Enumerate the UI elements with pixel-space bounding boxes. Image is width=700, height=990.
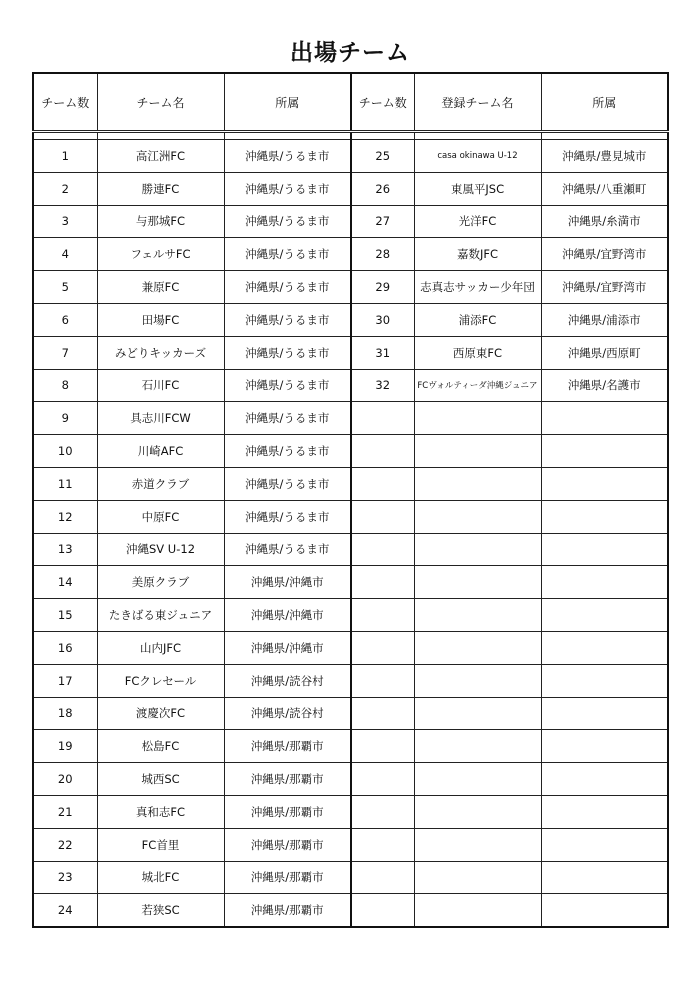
team-affiliation-cell: 沖縄県/読谷村 <box>224 697 351 730</box>
team-affiliation-cell: 沖縄県/那覇市 <box>224 763 351 796</box>
team-affiliation-cell <box>541 828 668 861</box>
team-name-cell: 勝連FC <box>97 172 224 205</box>
header-team-count-left: チーム数 <box>33 73 97 132</box>
team-affiliation-cell: 沖縄県/豊見城市 <box>541 140 668 173</box>
team-name-cell: 東風平JSC <box>414 172 541 205</box>
team-name-cell <box>414 467 541 500</box>
team-name-cell: FCヴォルティーダ沖縄ジュニア <box>414 369 541 402</box>
team-number-cell <box>351 861 414 894</box>
table-row <box>33 303 668 336</box>
team-name-cell: 城西SC <box>97 763 224 796</box>
team-name-cell: 美原クラブ <box>97 566 224 599</box>
team-affiliation-cell: 沖縄県/うるま市 <box>224 271 351 304</box>
team-number-cell <box>351 435 414 468</box>
spacer-cell <box>224 132 351 140</box>
team-name-cell: 田場FC <box>97 303 224 336</box>
header-affiliation-left: 所属 <box>224 73 351 132</box>
team-name-cell: 松島FC <box>97 730 224 763</box>
team-number-cell <box>351 795 414 828</box>
team-number-cell: 26 <box>351 172 414 205</box>
team-name-cell: 浦添FC <box>414 303 541 336</box>
table-row <box>33 566 668 599</box>
team-affiliation-cell: 沖縄県/うるま市 <box>224 533 351 566</box>
team-affiliation-cell: 沖縄県/宜野湾市 <box>541 271 668 304</box>
team-name-cell <box>414 631 541 664</box>
table-row <box>33 140 668 173</box>
team-number-cell: 6 <box>33 303 97 336</box>
team-name-cell <box>414 664 541 697</box>
team-name-cell: FC首里 <box>97 828 224 861</box>
spacer-cell <box>97 132 224 140</box>
spacer-cell <box>414 132 541 140</box>
team-name-cell: 真和志FC <box>97 795 224 828</box>
table-row <box>33 697 668 730</box>
team-affiliation-cell <box>541 631 668 664</box>
team-affiliation-cell: 沖縄県/宜野湾市 <box>541 238 668 271</box>
team-affiliation-cell <box>541 795 668 828</box>
team-affiliation-cell <box>541 664 668 697</box>
table-row <box>33 763 668 796</box>
table-header-row <box>33 73 668 132</box>
team-name-cell: 赤道クラブ <box>97 467 224 500</box>
team-number-cell: 28 <box>351 238 414 271</box>
team-number-cell: 2 <box>33 172 97 205</box>
team-number-cell: 4 <box>33 238 97 271</box>
team-number-cell <box>351 894 414 927</box>
table-row <box>33 730 668 763</box>
team-name-cell: 若狭SC <box>97 894 224 927</box>
team-number-cell <box>351 500 414 533</box>
team-name-cell: FCクレセール <box>97 664 224 697</box>
team-name-cell <box>414 795 541 828</box>
team-affiliation-cell: 沖縄県/沖縄市 <box>224 599 351 632</box>
header-affiliation-right: 所属 <box>541 73 668 132</box>
team-affiliation-cell <box>541 894 668 927</box>
team-number-cell: 15 <box>33 599 97 632</box>
team-affiliation-cell: 沖縄県/那覇市 <box>224 795 351 828</box>
team-number-cell <box>351 763 414 796</box>
table-row <box>33 795 668 828</box>
team-name-cell: 中原FC <box>97 500 224 533</box>
team-number-cell: 30 <box>351 303 414 336</box>
team-name-cell <box>414 533 541 566</box>
team-number-cell: 5 <box>33 271 97 304</box>
table-row <box>33 894 668 927</box>
team-number-cell: 7 <box>33 336 97 369</box>
table-row <box>33 500 668 533</box>
team-name-cell: 兼原FC <box>97 271 224 304</box>
team-name-cell: 光洋FC <box>414 205 541 238</box>
team-affiliation-cell <box>541 435 668 468</box>
team-affiliation-cell <box>541 533 668 566</box>
team-number-cell: 9 <box>33 402 97 435</box>
table-row <box>33 172 668 205</box>
team-affiliation-cell: 沖縄県/うるま市 <box>224 303 351 336</box>
team-name-cell: 沖縄SV U-12 <box>97 533 224 566</box>
team-affiliation-cell: 沖縄県/うるま市 <box>224 500 351 533</box>
team-number-cell: 1 <box>33 140 97 173</box>
team-affiliation-cell: 沖縄県/うるま市 <box>224 172 351 205</box>
team-number-cell <box>351 566 414 599</box>
table-row <box>33 271 668 304</box>
team-affiliation-cell: 沖縄県/うるま市 <box>224 467 351 500</box>
header-spacer <box>33 132 668 140</box>
table-row <box>33 238 668 271</box>
team-name-cell: 志真志サッカー少年団 <box>414 271 541 304</box>
team-name-cell: たきばる東ジュニア <box>97 599 224 632</box>
team-name-cell: 山内JFC <box>97 631 224 664</box>
team-name-cell: 嘉数JFC <box>414 238 541 271</box>
team-name-cell <box>414 730 541 763</box>
table-row <box>33 435 668 468</box>
team-affiliation-cell: 沖縄県/うるま市 <box>224 336 351 369</box>
team-name-cell <box>414 763 541 796</box>
team-name-cell <box>414 566 541 599</box>
team-affiliation-cell <box>541 467 668 500</box>
team-number-cell: 13 <box>33 533 97 566</box>
header-team-name-right: 登録チーム名 <box>414 73 541 132</box>
team-name-cell: 西原東FC <box>414 336 541 369</box>
table-row <box>33 467 668 500</box>
team-name-cell <box>414 402 541 435</box>
team-number-cell: 22 <box>33 828 97 861</box>
team-affiliation-cell <box>541 566 668 599</box>
team-name-cell: みどりキッカーズ <box>97 336 224 369</box>
spacer-cell <box>33 132 97 140</box>
team-affiliation-cell: 沖縄県/沖縄市 <box>224 631 351 664</box>
header-team-count-right: チーム数 <box>351 73 414 132</box>
team-affiliation-cell: 沖縄県/うるま市 <box>224 205 351 238</box>
team-name-cell <box>414 828 541 861</box>
team-number-cell: 31 <box>351 336 414 369</box>
team-affiliation-cell: 沖縄県/うるま市 <box>224 238 351 271</box>
team-affiliation-cell: 沖縄県/うるま市 <box>224 435 351 468</box>
team-affiliation-cell: 沖縄県/八重瀬町 <box>541 172 668 205</box>
spacer-cell <box>541 132 668 140</box>
team-affiliation-cell: 沖縄県/西原町 <box>541 336 668 369</box>
team-affiliation-cell: 沖縄県/浦添市 <box>541 303 668 336</box>
team-number-cell: 14 <box>33 566 97 599</box>
team-name-cell: 川崎AFC <box>97 435 224 468</box>
team-name-cell: 城北FC <box>97 861 224 894</box>
team-name-cell <box>414 697 541 730</box>
team-affiliation-cell <box>541 697 668 730</box>
team-number-cell: 18 <box>33 697 97 730</box>
team-name-cell <box>414 435 541 468</box>
team-affiliation-cell <box>541 730 668 763</box>
spacer-cell <box>351 132 414 140</box>
team-affiliation-cell <box>541 763 668 796</box>
team-affiliation-cell: 沖縄県/うるま市 <box>224 369 351 402</box>
team-number-cell: 19 <box>33 730 97 763</box>
team-affiliation-cell: 沖縄県/沖縄市 <box>224 566 351 599</box>
table-row <box>33 631 668 664</box>
team-number-cell: 24 <box>33 894 97 927</box>
team-affiliation-cell: 沖縄県/うるま市 <box>224 140 351 173</box>
team-number-cell <box>351 467 414 500</box>
team-name-cell: 具志川FCW <box>97 402 224 435</box>
team-number-cell: 10 <box>33 435 97 468</box>
team-affiliation-cell: 沖縄県/読谷村 <box>224 664 351 697</box>
team-number-cell: 17 <box>33 664 97 697</box>
team-number-cell: 29 <box>351 271 414 304</box>
team-number-cell: 11 <box>33 467 97 500</box>
team-number-cell <box>351 402 414 435</box>
team-name-cell: 渡慶次FC <box>97 697 224 730</box>
team-affiliation-cell <box>541 500 668 533</box>
table-row <box>33 664 668 697</box>
table-row <box>33 336 668 369</box>
team-affiliation-cell: 沖縄県/糸満市 <box>541 205 668 238</box>
team-name-cell: フェルサFC <box>97 238 224 271</box>
team-affiliation-cell: 沖縄県/那覇市 <box>224 730 351 763</box>
team-affiliation-cell: 沖縄県/那覇市 <box>224 861 351 894</box>
team-affiliation-cell: 沖縄県/那覇市 <box>224 894 351 927</box>
team-number-cell <box>351 664 414 697</box>
table-row <box>33 599 668 632</box>
table-row <box>33 369 668 402</box>
team-name-cell <box>414 894 541 927</box>
team-number-cell <box>351 533 414 566</box>
team-name-cell: casa okinawa U-12 <box>414 140 541 173</box>
teams-table <box>32 72 669 928</box>
team-number-cell <box>351 828 414 861</box>
team-number-cell: 16 <box>33 631 97 664</box>
team-name-cell: 石川FC <box>97 369 224 402</box>
team-name-cell <box>414 599 541 632</box>
table-row <box>33 402 668 435</box>
team-affiliation-cell <box>541 861 668 894</box>
team-number-cell: 21 <box>33 795 97 828</box>
team-affiliation-cell: 沖縄県/うるま市 <box>224 402 351 435</box>
header-team-name-left: チーム名 <box>97 73 224 132</box>
team-name-cell <box>414 861 541 894</box>
table-row <box>33 861 668 894</box>
team-number-cell: 32 <box>351 369 414 402</box>
team-number-cell: 23 <box>33 861 97 894</box>
team-number-cell: 27 <box>351 205 414 238</box>
team-number-cell: 12 <box>33 500 97 533</box>
team-name-cell <box>414 500 541 533</box>
team-affiliation-cell <box>541 599 668 632</box>
team-number-cell <box>351 730 414 763</box>
page-title: 出場チーム <box>290 40 410 66</box>
team-name-cell: 与那城FC <box>97 205 224 238</box>
team-number-cell <box>351 631 414 664</box>
team-number-cell: 25 <box>351 140 414 173</box>
team-affiliation-cell: 沖縄県/名護市 <box>541 369 668 402</box>
team-number-cell: 20 <box>33 763 97 796</box>
table-row <box>33 205 668 238</box>
team-name-cell: 高江洲FC <box>97 140 224 173</box>
team-number-cell <box>351 697 414 730</box>
table-row <box>33 828 668 861</box>
table-row <box>33 533 668 566</box>
team-number-cell: 8 <box>33 369 97 402</box>
team-affiliation-cell: 沖縄県/那覇市 <box>224 828 351 861</box>
team-number-cell: 3 <box>33 205 97 238</box>
team-number-cell <box>351 599 414 632</box>
team-affiliation-cell <box>541 402 668 435</box>
